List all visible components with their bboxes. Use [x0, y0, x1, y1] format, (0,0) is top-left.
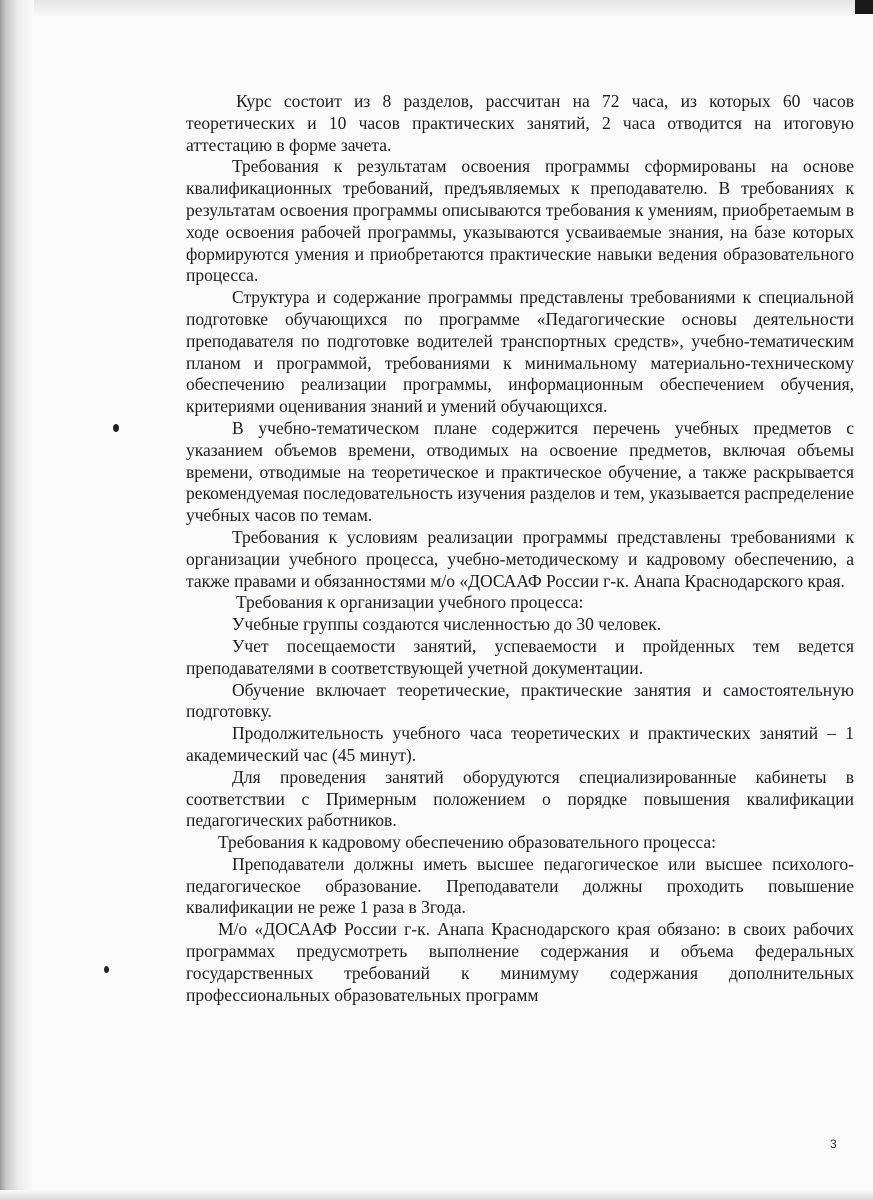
paragraph-attendance: Учет посещаемости занятий, успеваемости и пройденных тем ведется преподавателями в соответствующей учетной документации.: [186, 635, 854, 678]
paragraph-course-structure: Курс состоит из 8 разделов, рассчитан на 72 часа, из которых 60 часов теоретических и 10 часов практических занятий, 2 часа отводится на итоговую аттестацию в форме зачета.: [186, 91, 854, 155]
punch-hole-mark: [113, 424, 119, 432]
paragraph-implementation-conditions: Требования к условиям реализации программы представлены требованиями к организации учебного процесса, учебно-методическому и кадровому обеспечению, а также правами и обязанностями м/о «ДОСААФ России г-к. Анапа Краснодарского края.: [186, 526, 854, 591]
page-number: 3: [830, 1137, 837, 1151]
paragraph-group-size: Учебные группы создаются численностью до 30 человек.: [232, 614, 662, 635]
paragraph-results-requirements: Требования к результатам освоения программы сформированы на основе квалификационных требований, предъявляемых к преподавателю. В требованиях к результатам освоения программы описываются требования к умениям, приобретаемым в ходе освоения рабочей программы, указываются усваиваемые знания, на базе которых формируются умения и приобретаются практические навыки ведения образовательного процесса.: [186, 156, 854, 286]
paragraph-teacher-education: Преподаватели должны иметь высшее педагогическое или высшее психолого-педагогическое образование. Преподаватели должны проходить повышение квалификации не реже 1 раза в 3года.: [186, 853, 854, 918]
punch-hole-mark: [104, 966, 109, 973]
scan-shadow-left: [0, 0, 34, 1200]
paragraph-classrooms: Для проведения занятий оборудуются специализированные кабинеты в соответствии с Примерным положением о порядке повышения квалификации педагогических работников.: [186, 766, 854, 831]
document-body: [186, 91, 854, 1006]
paragraph-staffing-heading: Требования к кадровому обеспечению образовательного процесса:: [218, 832, 717, 853]
paragraph-hour-duration: Продолжительность учебного часа теоретических и практических занятий – 1 академический час (45 минут).: [186, 723, 854, 765]
scan-shadow-bottom: [0, 1190, 873, 1200]
scan-shadow-top: [34, 0, 873, 18]
paragraph-program-structure: Структура и содержание программы представлены требованиями к специальной подготовке обучающихся по программе «Педагогические основы деятельности преподавателя по подготовке водителей транспортных средств», учебно-тематическим планом и программой, требованиями к минимальному материально-техническому обеспечению реализации программы, информационным обеспечением обучения, критериями оценивания знаний и умений обучающихся.: [186, 287, 854, 417]
paragraph-organization-heading: Требования к организации учебного процесса:: [236, 592, 584, 613]
paragraph-training-includes: Обучение включает теоретические, практические занятия и самостоятельную подготовку.: [186, 679, 854, 722]
paragraph-thematic-plan: В учебно-тематическом плане содержится перечень учебных предметов с указанием объемов времени, отводимых на освоение предметов, включая объемы времени, отводимые на теоретическое и практическое обучение, а также раскрывается рекомендуемая последовательность изучения разделов и тем, указывается распределение учебных часов по темам.: [186, 417, 854, 526]
paragraph-organization-obligations: М/о «ДОСААФ России г-к. Анапа Краснодарского края обязано: в своих рабочих программах предусмотреть выполнение содержания и объема федеральных государственных требований к минимуму содержания дополнительных профессиональных образовательных программ: [186, 919, 854, 1005]
scan-corner-mark: [855, 0, 873, 14]
